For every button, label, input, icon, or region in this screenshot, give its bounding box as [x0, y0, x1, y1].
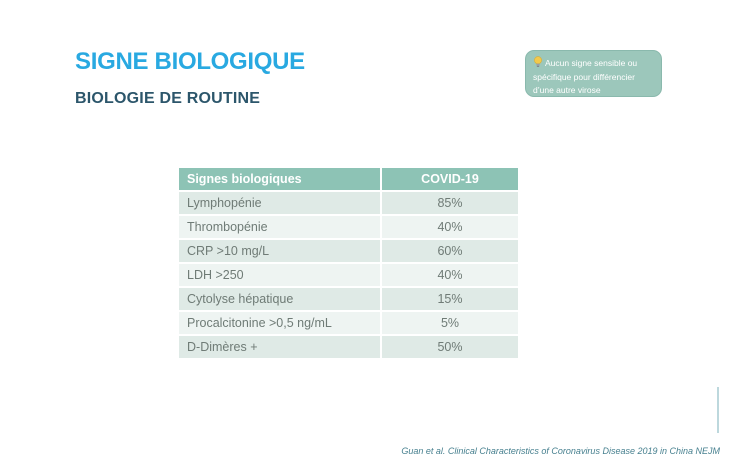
table-row	[178, 263, 519, 287]
table-row	[178, 215, 519, 239]
column-header-signes-biologiques: Signes biologiques	[178, 167, 381, 191]
note-callout	[525, 50, 662, 97]
row-value: 15%	[381, 287, 519, 311]
biology-table	[177, 166, 520, 360]
row-value: 5%	[381, 311, 519, 335]
row-label: Thrombopénie	[178, 215, 381, 239]
row-label: LDH >250	[178, 263, 381, 287]
accent-line	[717, 387, 719, 433]
table-row	[178, 335, 519, 359]
row-value: 40%	[381, 263, 519, 287]
row-value: 60%	[381, 239, 519, 263]
table-row	[178, 287, 519, 311]
row-value: 40%	[381, 215, 519, 239]
row-label: CRP >10 mg/L	[178, 239, 381, 263]
table-header-row	[178, 167, 519, 191]
callout-text: Aucun signe sensible ou spécifique pour différencier d’une autre virose	[533, 58, 638, 95]
lightbulb-icon	[533, 56, 543, 71]
row-label: Lymphopénie	[178, 191, 381, 215]
citation: Guan et al. Clinical Characteristics of Coronavirus Disease 2019 in China NEJM	[401, 446, 720, 456]
column-header-covid19: COVID-19	[381, 167, 519, 191]
row-label: Cytolyse hépatique	[178, 287, 381, 311]
row-label: D-Dimères +	[178, 335, 381, 359]
slide-title: SIGNE BIOLOGIQUE	[75, 48, 305, 75]
row-value: 85%	[381, 191, 519, 215]
table-row	[178, 311, 519, 335]
table-row	[178, 239, 519, 263]
slide-subtitle: BIOLOGIE DE ROUTINE	[75, 90, 261, 107]
row-label: Procalcitonine >0,5 ng/mL	[178, 311, 381, 335]
row-value: 50%	[381, 335, 519, 359]
table-row	[178, 191, 519, 215]
